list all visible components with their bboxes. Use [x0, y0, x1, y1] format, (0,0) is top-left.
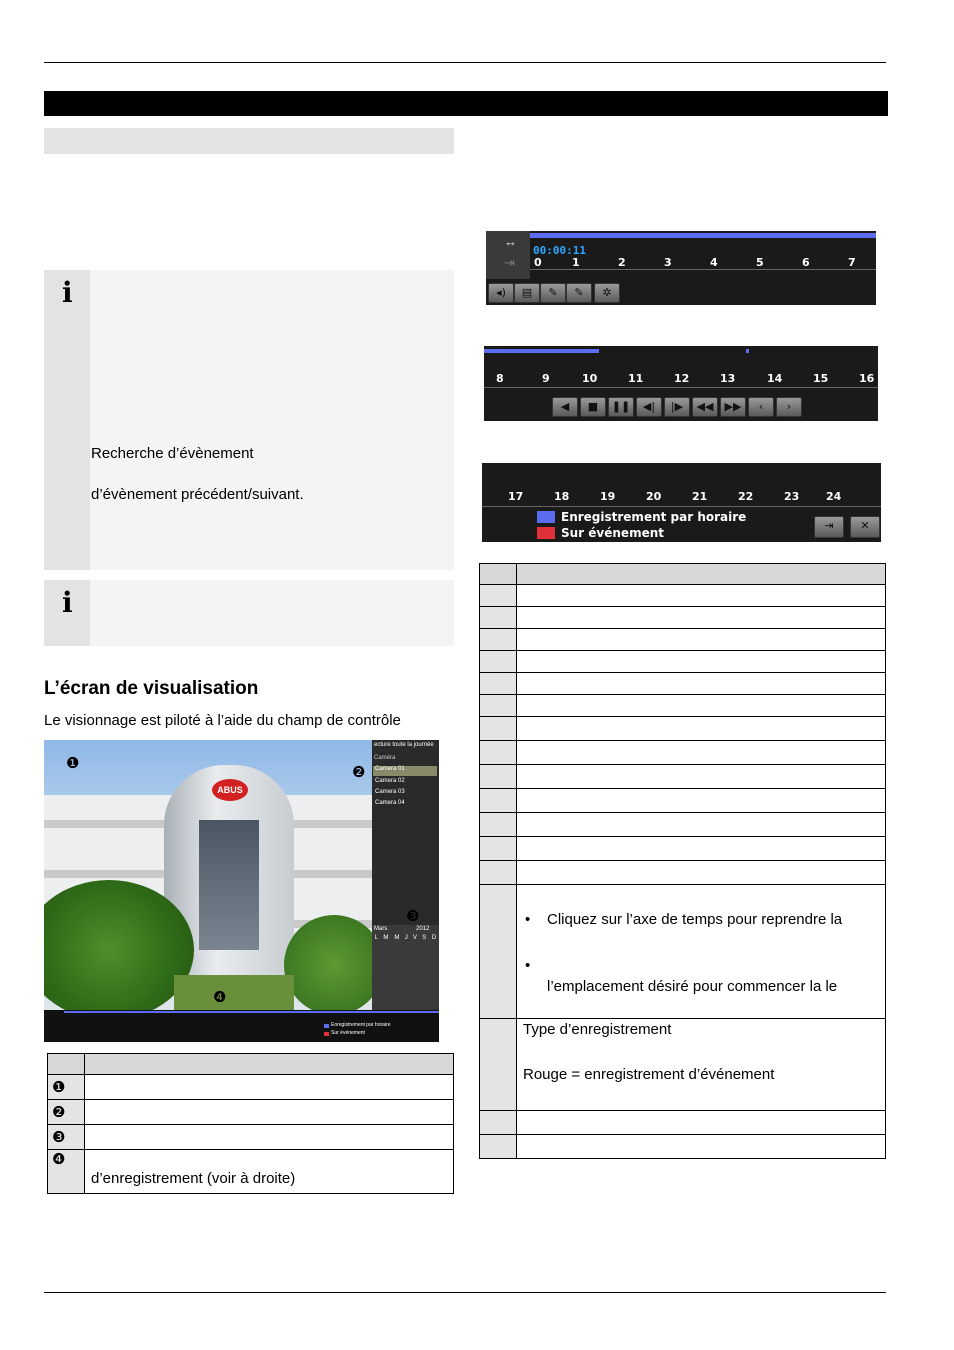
section-heading: L’écran de visualisation: [44, 678, 259, 699]
calendar-day-label: V: [412, 935, 417, 941]
timeline-control-c[interactable]: [482, 463, 881, 542]
next-button[interactable]: ›: [776, 397, 802, 417]
chapter-title-bar: [44, 91, 888, 116]
calendar-day-label: S: [422, 935, 427, 941]
slow-button[interactable]: ◀◀: [692, 397, 718, 417]
tick: 18: [554, 490, 570, 503]
camera-item-01[interactable]: Camera 01: [373, 766, 437, 776]
bullet-dot: •: [525, 911, 531, 928]
marker-2: ❷: [352, 764, 366, 781]
axis-line: [484, 387, 878, 388]
info-box-2: [44, 580, 454, 646]
tick: 6: [802, 256, 810, 269]
timeline-instructions-cell: [517, 885, 886, 1019]
info-box: [44, 270, 454, 570]
tick: 21: [692, 490, 708, 503]
zoom-collapse-icon[interactable]: ⇥: [504, 255, 515, 270]
tick: 0: [534, 256, 542, 269]
section-intro: Le visionnage est piloté à l’aide du champ de contrôle: [44, 712, 401, 729]
footer-rule: [44, 1292, 886, 1293]
bullet-2: l’emplacement désiré pour commencer la le: [547, 978, 838, 995]
tick: 1: [572, 256, 580, 269]
tick: 15: [813, 372, 829, 385]
recording-type-title: Type d’enregistrement: [523, 1021, 672, 1038]
recording-type-cell: [517, 1019, 886, 1111]
recording-bar: [484, 349, 596, 353]
export-button[interactable]: ⇥: [814, 516, 844, 538]
timeline-control-a[interactable]: [486, 231, 876, 305]
tick: 17: [508, 490, 524, 503]
settings-gear-icon[interactable]: ✲: [594, 283, 620, 303]
info-line-event-search: Recherche d’évènement: [91, 445, 254, 462]
legend-schedule: Enregistrement par horaire: [561, 510, 747, 524]
info-icon-column: [44, 270, 90, 570]
camera-item-04[interactable]: Camera 04: [375, 800, 405, 806]
side-panel-header: ecture toute la journée: [374, 742, 434, 748]
tick: 7: [848, 256, 856, 269]
tick: 9: [542, 372, 550, 385]
tree-right: [284, 915, 384, 1015]
fast-button[interactable]: ▶▶: [720, 397, 746, 417]
tick: 14: [767, 372, 783, 385]
step-back-button[interactable]: ◀|: [636, 397, 662, 417]
legend-event: Sur événement: [331, 1030, 365, 1036]
info-icon: i: [62, 586, 73, 619]
calendar-day-label: D: [431, 935, 437, 941]
legend-table-left: [47, 1053, 454, 1194]
audio-button[interactable]: ◂): [488, 283, 514, 303]
camera-item-02[interactable]: Camera 02: [375, 778, 405, 784]
previous-button[interactable]: ‹: [748, 397, 774, 417]
row-number: ❸: [48, 1125, 85, 1150]
current-time: 00:00:11: [533, 244, 586, 257]
bullet-dot: •: [525, 957, 531, 974]
tick: 11: [628, 372, 644, 385]
camera-item-03[interactable]: Camera 03: [375, 789, 405, 795]
stop-button[interactable]: ■: [580, 397, 606, 417]
tick: 20: [646, 490, 662, 503]
info-line-event-prev-next: d’évènement précédent/suivant.: [91, 486, 304, 503]
pause-button[interactable]: ❚❚: [608, 397, 634, 417]
playback-screenshot: [44, 740, 439, 1042]
recording-bar: [596, 349, 599, 353]
legend-swatch-schedule: [537, 511, 555, 523]
timeline-control-b[interactable]: [484, 346, 878, 421]
camera-header: Caméra: [374, 755, 396, 761]
close-icon[interactable]: ✕: [850, 516, 880, 538]
step-forward-button[interactable]: |▶: [664, 397, 690, 417]
zoom-expand-icon[interactable]: ↔: [504, 234, 517, 249]
tag-button[interactable]: ✎: [540, 283, 566, 303]
row-number: ❶: [48, 1075, 85, 1100]
row-number: ❹: [48, 1150, 85, 1194]
abus-logo: ABUS: [212, 779, 248, 801]
axis-line: [482, 506, 881, 507]
calendar-year: 2012: [416, 926, 430, 932]
tick: 10: [582, 372, 598, 385]
legend-event: Sur événement: [561, 526, 664, 540]
side-panel: [372, 740, 439, 1010]
reverse-play-button[interactable]: ◀: [552, 397, 578, 417]
row-text: d’enregistrement (voir à droite): [85, 1150, 454, 1194]
recording-bar: [530, 233, 876, 238]
tick: 16: [859, 372, 875, 385]
info-icon: i: [62, 276, 73, 309]
calendar-day-label: J: [404, 935, 408, 941]
tag-edit-button[interactable]: ✎: [566, 283, 592, 303]
marker-3: ❸: [406, 908, 420, 925]
legend-swatch-schedule: [324, 1024, 329, 1028]
tick: 22: [738, 490, 754, 503]
tick: 2: [618, 256, 626, 269]
marker-1: ❶: [66, 755, 80, 772]
legend-schedule: Enregistrement par horaire: [331, 1022, 391, 1028]
bullet-1: Cliquez sur l’axe de temps pour reprendre la: [547, 911, 843, 928]
tick: 23: [784, 490, 800, 503]
recording-type-red: Rouge = enregistrement d’événement: [523, 1066, 775, 1083]
tick: 3: [664, 256, 672, 269]
calendar-day-label: M: [383, 935, 389, 941]
clip-button[interactable]: ▤: [514, 283, 540, 303]
marker-4: ❹: [213, 989, 227, 1006]
tick: 8: [496, 372, 504, 385]
axis-line: [530, 269, 876, 270]
tick: 19: [600, 490, 616, 503]
row-number: ❷: [48, 1100, 85, 1125]
hedge: [174, 975, 294, 1010]
calendar-day-label: L: [374, 935, 378, 941]
legend-swatch-event: [324, 1032, 329, 1036]
tick: 13: [720, 372, 736, 385]
mini-timeline[interactable]: [44, 1010, 439, 1042]
calendar-grid[interactable]: [372, 934, 439, 942]
header-rule: [44, 62, 886, 63]
section-title-bar: [44, 128, 454, 154]
tick: 4: [710, 256, 718, 269]
mini-timeline-bar: [64, 1011, 439, 1013]
recording-bar: [746, 349, 749, 353]
tick: 5: [756, 256, 764, 269]
legend-swatch-event: [537, 527, 555, 539]
calendar-day-label: M: [394, 935, 400, 941]
tick: 12: [674, 372, 690, 385]
legend-table-right: [479, 563, 886, 1159]
calendar-month: Mars: [374, 926, 388, 932]
calendar: [372, 925, 439, 1010]
tick: 24: [826, 490, 842, 503]
